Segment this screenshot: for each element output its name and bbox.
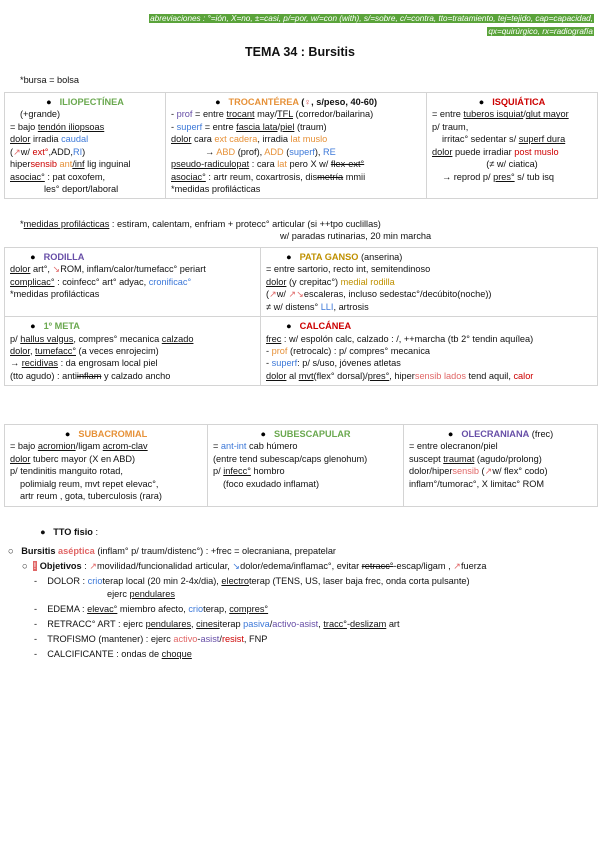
text: suscept xyxy=(409,453,444,464)
cell-olecraniana: ● OLECRANIANA (frec) = entre olecranon/piel suscept traumat (agudo/prolong) dolor/hipersensib (↗w/ flex° codo) inflam°/tumorac°, X limitac° ROM xyxy=(404,425,598,507)
text: ext° xyxy=(32,146,49,157)
table-hip-bursitis xyxy=(4,92,598,199)
text: dolor xyxy=(10,345,30,356)
text: = entre sartorio, recto int, semitendinoso xyxy=(266,264,431,275)
text: pres° xyxy=(367,370,390,381)
text: p/ xyxy=(213,466,224,477)
text: traumat xyxy=(443,453,475,464)
text: = bajo xyxy=(10,441,38,452)
text: : da engrosam local piel xyxy=(58,358,158,369)
text: ) xyxy=(82,146,86,157)
text: metría xyxy=(317,171,344,182)
text: pseudo-radiculopat xyxy=(171,159,250,170)
text: aséptica xyxy=(57,546,95,556)
text: trocant xyxy=(226,109,255,120)
text: p/ traum, xyxy=(432,121,469,132)
text: al xyxy=(286,370,299,381)
bursa-note: *bursa = bolsa xyxy=(20,75,79,85)
arrow-down-icon: ↘ xyxy=(52,264,61,275)
text: (retrocalc) : p/ compres° mecanica xyxy=(287,345,431,356)
text: ), xyxy=(314,146,323,157)
text: (entre tend subescap/caps glenohum) xyxy=(213,453,368,464)
text: : xyxy=(92,527,98,537)
text: ext cadera xyxy=(214,134,258,145)
abbreviations-line-2: qx=quirúrgico, rx=radiografía xyxy=(488,27,593,36)
arrow-up-icon: ↗ xyxy=(484,466,493,477)
text: - xyxy=(171,109,177,120)
text: : cara xyxy=(249,159,278,170)
text: , compres° mecanica xyxy=(73,333,162,344)
text: terap, xyxy=(203,604,230,614)
text: medidas profilácticas xyxy=(23,219,110,229)
text: asociac° xyxy=(171,171,206,182)
text: = entre olecranon/piel xyxy=(409,441,498,452)
text: RI xyxy=(72,146,83,157)
arrow-up-icon: ↗ xyxy=(269,289,277,300)
text: miembro afecto, xyxy=(117,604,189,614)
text: superf xyxy=(176,121,203,132)
text: w/ flex° codo) xyxy=(492,466,548,477)
text: (y crepitac°) xyxy=(286,276,341,287)
text: RETRACC° ART : ejerc xyxy=(47,619,146,629)
text: superf xyxy=(271,358,298,369)
female-icon: ♀ xyxy=(304,97,312,107)
arrow-down-icon: ↘ xyxy=(232,561,241,571)
text: ant xyxy=(57,159,73,170)
calcanea-title: CALCÁNEA xyxy=(299,321,352,332)
text: fascia lata xyxy=(236,121,278,132)
text: (≠ w/ ciatica) xyxy=(486,159,538,170)
arrow-up-icon: ↗ xyxy=(13,146,21,157)
text: superf xyxy=(289,146,315,157)
cell-subescapular: ● SUBESCAPULAR = ant-int cab húmero (entre tend subescap/caps glenohum) p/ infecc° hombro (foco exudado inflamat) xyxy=(208,425,404,507)
text: asociac° xyxy=(10,171,45,182)
text: dolor xyxy=(266,370,287,381)
text: elevac° xyxy=(87,604,118,614)
text: tendón iliopsoas xyxy=(37,121,105,132)
text: escaleras, incluso sedestac°/decúbito(noche)) xyxy=(303,289,492,300)
text: tuberc mayor (X en ABD) xyxy=(30,453,136,464)
meta-title: 1º META xyxy=(43,321,80,332)
text: y calzado ancho xyxy=(101,370,171,381)
text: - xyxy=(197,634,201,644)
text: acromion xyxy=(37,441,76,452)
text: flex-ext° xyxy=(330,159,365,170)
text: , artrosis xyxy=(333,301,369,312)
cell-rodilla: ● RODILLA dolor art°, ↘ROM, inflam/calor/tumefacc° periart complicac° : coinfecc° art° adyac, cronificac° *medidas profilácticas xyxy=(5,248,261,317)
text: piel xyxy=(280,121,295,132)
text: -escap/ligam , xyxy=(393,561,454,571)
cell-meta: ● 1º META p/ hallus valgus, compres° mecanica calzado dolor, tumefacc° (a veces enrojecim) → recidivas : da engrosam local piel (tto agudo) : antiinflam y calzado ancho xyxy=(5,317,261,386)
isquiatica-title: ISQUIÁTICA xyxy=(492,97,546,107)
text: cronificac° xyxy=(148,276,192,287)
text: complicac° xyxy=(10,276,55,287)
text: crio xyxy=(188,604,204,614)
text: pasiva xyxy=(243,619,270,629)
text: art xyxy=(386,619,400,629)
text: tracc° xyxy=(323,619,347,629)
text: tuberos isquiat xyxy=(463,109,524,120)
text: ( xyxy=(478,466,485,477)
text: (flex° dorsal)/ xyxy=(313,370,368,381)
text: / xyxy=(523,109,526,120)
text: activo-asist xyxy=(272,619,319,629)
text: TFL xyxy=(277,109,293,120)
text: w/ paradas rutinarias, 20 min marcha xyxy=(280,231,432,242)
text: : w/ espolón calc, calzado : /, ++marcha (tb 2° tendin aquílea) xyxy=(281,333,534,344)
text: retracc° xyxy=(361,561,394,571)
text: activo xyxy=(173,634,198,644)
text: , irradia xyxy=(257,134,291,145)
text: (inflam° p/ traum/distenc°) : +frec = olecraniana, prepatelar xyxy=(94,546,336,556)
text: resist xyxy=(221,634,244,644)
alert-mark-icon: ! xyxy=(33,561,37,571)
text: ( xyxy=(298,97,305,107)
arrow-up-icon: ↗ xyxy=(453,561,461,571)
text: w/ xyxy=(20,146,33,157)
text: RE xyxy=(323,146,336,157)
text: pendulares xyxy=(129,589,175,599)
text: recidivas xyxy=(21,358,59,369)
text: (corredor/bailarina) xyxy=(293,109,374,120)
text: (agudo/prolong) xyxy=(474,453,542,464)
text: inflam°/tumorac°, X limitac° ROM xyxy=(409,478,545,489)
text: artr reum , gota, tuberculosis (rara) xyxy=(20,491,162,502)
text: / xyxy=(219,634,222,644)
text: sensib xyxy=(452,466,479,477)
table-knee-foot-bursitis xyxy=(4,247,598,386)
bullet-icon: ● xyxy=(40,527,46,537)
text: sensib xyxy=(30,159,57,170)
text: TROFISMO (mantener) : ejerc xyxy=(47,634,174,644)
text: (traum) xyxy=(294,121,327,132)
text: dolor xyxy=(171,134,192,145)
text: DOLOR : xyxy=(47,576,88,586)
text: deslizam xyxy=(350,619,387,629)
text: (tto agudo) : anti xyxy=(10,370,77,381)
text: terap (TENS, US, laser baja frec, onda corta pulsante) xyxy=(249,576,470,586)
text: ( xyxy=(10,146,14,157)
text: polimialg reum, mvt repet elevac°, xyxy=(20,478,159,489)
text: , xyxy=(29,345,36,356)
text: choque xyxy=(161,649,192,659)
cell-subacromial: ● SUBACROMIAL = bajo acromion/ligam acrom-clav dolor tuberc mayor (X en ABD) p/ tendinitis manguito rotad, polimialg reum, mvt repet elevac°, artr reum , gota, tuberculosis (rara) xyxy=(5,425,208,507)
text: (prof), xyxy=(235,146,265,157)
text: dolor/edema/inflamac°, evitar xyxy=(240,561,362,571)
text: p/ xyxy=(10,333,21,344)
cell-isquiatica: ● ISQUIÁTICA = entre tuberos isquiat/glut mayor p/ traum, irritac° sedentar s/ superf dura dolor puede irradiar post muslo (≠ w/ ciatica) → reprod p/ pres° s/ tub isq xyxy=(427,93,598,199)
arrow-right-icon: → xyxy=(205,146,217,157)
text: prof xyxy=(271,345,288,356)
text: (a veces enrojecim) xyxy=(76,345,159,356)
text: infecc° xyxy=(223,466,251,477)
trocanterea-title: TROCANTÉREA xyxy=(228,97,299,107)
text: dolor xyxy=(266,276,287,287)
text: mmii xyxy=(343,171,366,182)
text: ROM, inflam/calor/tumefacc° periart xyxy=(60,264,206,275)
text: hiper xyxy=(10,159,31,170)
text: ( xyxy=(266,289,270,300)
subescapular-title: SUBESCAPULAR xyxy=(273,429,351,439)
cell-trocanterea: ● TROCANTÉREA (♀, s/peso, 40-60) - prof = entre trocant may/TFL (corredor/bailarina) - superf = entre fascia lata/piel (traum) dolor cara ext cadera, irradia lat muslo → ABD (prof), ADD (superf), RE pseudo-radiculopat : cara lat pero X w/ flex-ext° asociac° : artr reum, coxartrosis, dismetría mmii *medidas profilácticas xyxy=(166,93,427,199)
abbreviations-legend xyxy=(34,12,594,38)
text: , xyxy=(191,619,197,629)
text: cab húmero xyxy=(246,441,298,452)
text: pendulares xyxy=(145,619,192,629)
text: les° deport/laboral xyxy=(44,183,119,194)
text: crio xyxy=(87,576,103,586)
text: = entre xyxy=(202,121,237,132)
text: medial rodilla xyxy=(340,276,395,287)
arrow-up-icon: ↗ xyxy=(89,561,98,571)
text: - xyxy=(266,345,272,356)
text: = xyxy=(213,441,221,452)
text: ABD xyxy=(216,146,236,157)
text: caudal xyxy=(61,134,89,145)
cell-calcanea: ● CALCÁNEA frec : w/ espolón calc, calzado : /, ++marcha (tb 2° tendin aquílea) - prof (retrocalc) : p/ compres° mecanica - superf: p/ s/uso, jóvenes atletas dolor al mvt(flex° dorsal)/pres°, hipersensib lados tend aquil, calor xyxy=(261,317,598,386)
text: compres° xyxy=(229,604,269,614)
tto-heading: TTO fisio xyxy=(53,527,93,537)
text: lat muslo xyxy=(290,134,328,145)
text: glut mayor xyxy=(525,109,569,120)
text: : xyxy=(81,561,90,571)
text: / xyxy=(269,619,273,629)
text: lig inguinal xyxy=(84,159,131,170)
text: = entre xyxy=(432,109,464,120)
text: : estiram, calentam, enfriam + protecc° articular (si ++tpo cuclillas) xyxy=(109,219,381,229)
text: /ligam xyxy=(75,441,103,452)
profilacticas-note xyxy=(20,218,580,243)
text: lados xyxy=(443,370,466,381)
text: *medidas profilácticas xyxy=(10,289,100,300)
text: art°, xyxy=(30,264,53,275)
text: = bajo xyxy=(10,121,38,132)
text: lat xyxy=(277,159,287,170)
cell-iliopectinea: ● ILIOPECTÍNEA (+grande) = bajo tendón iliopsoas dolor irradia caudal (↗w/ ext°,ADD,RI) hipersensib ant/inf lig inguinal asociac° : pat coxofem, les° deport/laboral xyxy=(5,93,166,199)
iliopectinea-line: (+grande) xyxy=(20,109,61,120)
text: cinesi xyxy=(196,619,220,629)
text: dolor xyxy=(10,264,31,275)
text: , xyxy=(318,619,324,629)
text: irradia xyxy=(30,134,62,145)
text: Bursitis xyxy=(21,546,58,556)
cell-pata-ganso: ● PATA GANSO (anserina) = entre sartorio, recto int, semitendinoso dolor (y crepitac°) medial rodilla (↗w/ ↗↘escaleras, incluso sedestac°/decúbito(noche)) ≠ w/ distens° LLI, artrosis xyxy=(261,248,598,317)
text: EDEMA : xyxy=(47,604,88,614)
text: - xyxy=(346,619,350,629)
text: superf dura xyxy=(518,134,566,145)
text: * xyxy=(20,219,24,229)
text: (anserina) xyxy=(358,252,403,262)
subacromial-title: SUBACROMIAL xyxy=(78,429,148,439)
text: pres° xyxy=(493,171,515,182)
text: terap xyxy=(219,619,244,629)
arrows-updown-icon: ↗↘ xyxy=(288,289,304,300)
table-shoulder-elbow-bursitis xyxy=(4,424,598,507)
text: dolor xyxy=(432,146,453,157)
text: /inf xyxy=(72,159,85,170)
text: / xyxy=(277,121,281,132)
text: : pat coxofem, xyxy=(44,171,106,182)
text: hombro xyxy=(250,466,285,477)
text: puede irradiar xyxy=(452,146,515,157)
text: inflam xyxy=(76,370,102,381)
text: ejerc xyxy=(107,589,130,599)
page-title: TEMA 34 : Bursitis xyxy=(245,45,355,59)
text: ( xyxy=(283,146,290,157)
text: → reprod p/ xyxy=(442,171,494,182)
abbreviations-line-1: abreviaciones : °=ión, X=no, ±=casi, p/=por, w/=con (with), s/=sobre, c/=contra, tto=tratamiento, tej=tejido, cap=capacidad, xyxy=(150,14,593,23)
text: ADD xyxy=(264,146,284,157)
olecraniana-title: OLECRANIANA xyxy=(461,429,530,439)
text: tend aquil, xyxy=(465,370,514,381)
text: prof xyxy=(176,109,193,120)
text: *medidas profilácticas xyxy=(171,183,261,194)
text: fuerza xyxy=(460,561,487,571)
text: w/ xyxy=(276,289,289,300)
text: s/ tub isq xyxy=(514,171,554,182)
text: calzado xyxy=(161,333,194,344)
text: - xyxy=(171,121,177,132)
text: dolor xyxy=(10,134,31,145)
text: acrom-clav xyxy=(102,441,148,452)
text: terap local (20 min 2-4x/dia), xyxy=(102,576,222,586)
text: irritac° sedentar s/ xyxy=(442,134,519,145)
text: (foco exudado inflamat) xyxy=(223,478,320,489)
text: mvt xyxy=(298,370,314,381)
text: : coinfecc° art° adyac, xyxy=(54,276,149,287)
text: : artr reum, coxartrosis, dis xyxy=(205,171,318,182)
text: movilidad/funcionalidad articular, xyxy=(97,561,233,571)
pata-ganso-title: PATA GANSO xyxy=(299,252,359,262)
text: may/ xyxy=(254,109,277,120)
text: p/ tendinitis manguito rotad, xyxy=(10,466,123,477)
rodilla-title: RODILLA xyxy=(43,252,85,262)
iliopectinea-title: ILIOPECTÍNEA xyxy=(59,97,124,107)
text: LLI xyxy=(320,301,334,312)
text: post muslo xyxy=(514,146,559,157)
text: , s/peso, 40-60) xyxy=(311,97,378,107)
text: dolor/hiper xyxy=(409,466,453,477)
text: (frec) xyxy=(529,429,554,439)
text: : p/ s/uso, jóvenes atletas xyxy=(297,358,401,369)
text: hallus valgus xyxy=(20,333,74,344)
text: pero X w/ xyxy=(286,159,331,170)
text: , hiper xyxy=(389,370,415,381)
text: Objetivos xyxy=(39,561,82,571)
text: electro xyxy=(221,576,249,586)
text: asist xyxy=(200,634,220,644)
text: ,ADD, xyxy=(48,146,73,157)
text: ≠ w/ distens° xyxy=(266,301,321,312)
text: CALCIFICANTE : ondas de xyxy=(47,649,162,659)
text: - xyxy=(266,358,272,369)
text: frec xyxy=(266,333,282,344)
text: , FNP xyxy=(243,634,268,644)
text: ant-int xyxy=(220,441,247,452)
text: cara xyxy=(191,134,215,145)
arrow-right-icon: → xyxy=(10,358,22,369)
text: calor xyxy=(513,370,534,381)
text: sensib xyxy=(414,370,442,381)
text: = entre xyxy=(192,109,227,120)
text: dolor xyxy=(10,453,31,464)
text: tumefacc° xyxy=(35,345,76,356)
